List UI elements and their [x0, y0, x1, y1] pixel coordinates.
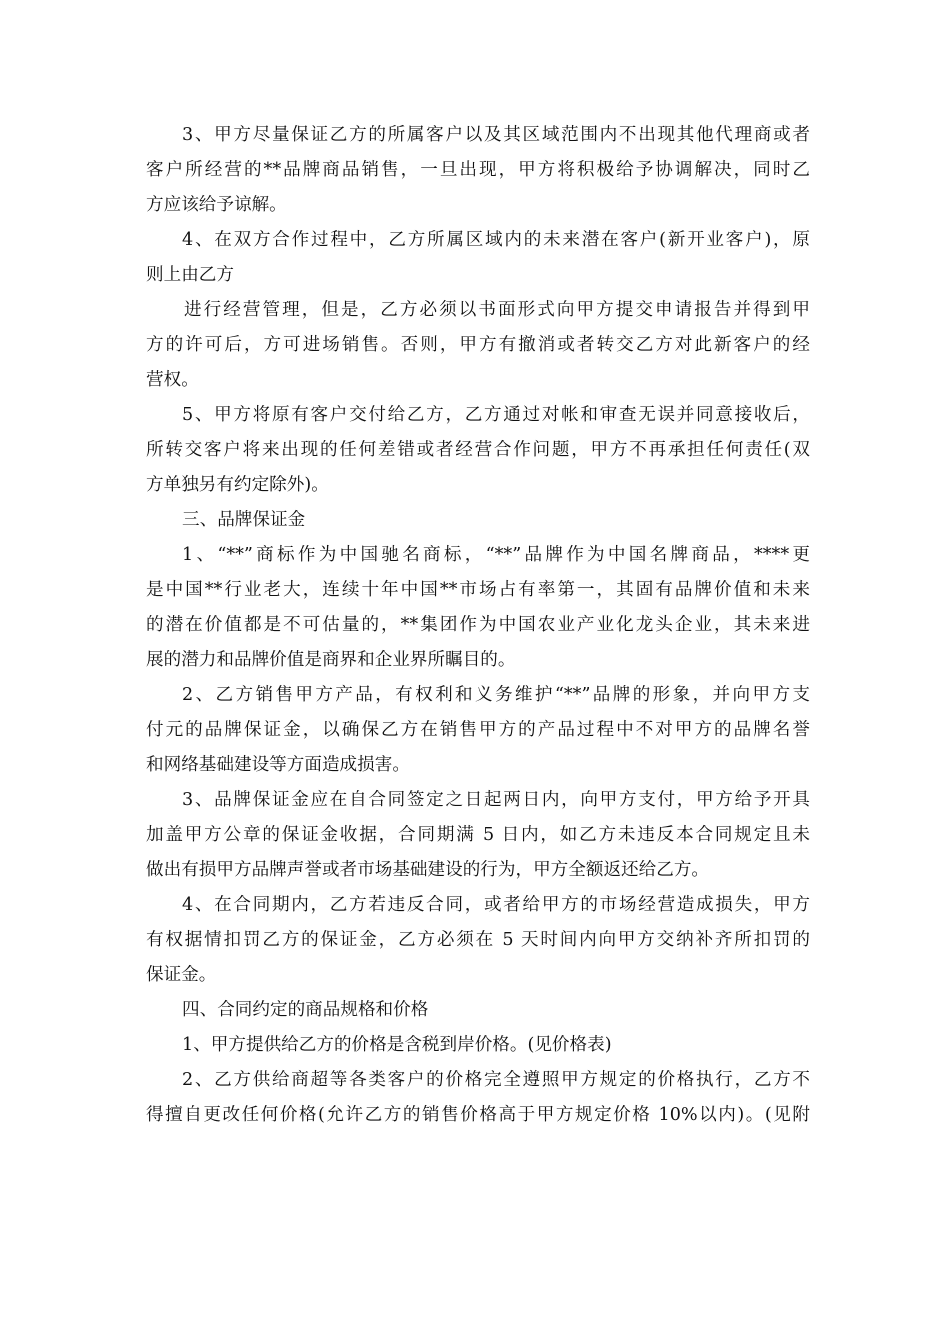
- paragraph-line: 1、“**”商标作为中国驰名商标，“**”品牌作为中国名牌商品，****更: [182, 545, 810, 565]
- paragraph-line: 有权据情扣罚乙方的保证金，乙方必须在 5 天时间内向甲方交纳补齐所扣罚的: [146, 930, 810, 950]
- paragraph-line: 3、品牌保证金应在自合同签定之日起两日内，向甲方支付，甲方给予开具: [182, 790, 810, 810]
- paragraph-line: 进行经营管理，但是，乙方必须以书面形式向甲方提交申请报告并得到甲: [184, 300, 810, 320]
- paragraph-line: 营权。: [146, 370, 199, 390]
- paragraph-line: 得擅自更改任何价格(允许乙方的销售价格高于甲方规定价格 10%以内)。(见附: [146, 1105, 810, 1125]
- paragraph-line: 展的潜力和品牌价值是商界和企业界所瞩目的。: [146, 650, 516, 670]
- paragraph-line: 则上由乙方: [146, 265, 234, 285]
- section-heading: 三、品牌保证金: [182, 510, 306, 530]
- paragraph-line: 1、甲方提供给乙方的价格是含税到岸价格。(见价格表): [182, 1035, 612, 1055]
- paragraph-line: 所转交客户将来出现的任何差错或者经营合作问题，甲方不再承担任何责任(双: [146, 440, 810, 460]
- paragraph-line: 做出有损甲方品牌声誉或者市场基础建设的行为，甲方全额返还给乙方。: [146, 860, 710, 880]
- paragraph-line: 保证金。: [146, 965, 217, 985]
- paragraph-line: 方应该给予谅解。: [146, 195, 287, 215]
- paragraph-line: 加盖甲方公章的保证金收据，合同期满 5 日内，如乙方未违反本合同规定且未: [146, 825, 810, 845]
- paragraph-line: 2、乙方供给商超等各类客户的价格完全遵照甲方规定的价格执行，乙方不: [182, 1070, 810, 1090]
- paragraph-line: 方单独另有约定除外)。: [146, 475, 329, 495]
- paragraph-line: 的潜在价值都是不可估量的，**集团作为中国农业产业化龙头企业，其未来进: [146, 615, 810, 635]
- paragraph-line: 客户所经营的**品牌商品销售，一旦出现，甲方将积极给予协调解决，同时乙: [146, 160, 810, 180]
- paragraph-line: 付元的品牌保证金，以确保乙方在销售甲方的产品过程中不对甲方的品牌名誉: [146, 720, 810, 740]
- paragraph-line: 是中国**行业老大，连续十年中国**市场占有率第一，其固有品牌价值和未来: [146, 580, 810, 600]
- paragraph-line: 4、在双方合作过程中，乙方所属区域内的未来潜在客户(新开业客户)，原: [182, 230, 810, 250]
- paragraph-line: 4、在合同期内，乙方若违反合同，或者给甲方的市场经营造成损失，甲方: [182, 895, 810, 915]
- section-heading: 四、合同约定的商品规格和价格: [182, 1000, 429, 1020]
- paragraph-line: 5、甲方将原有客户交付给乙方，乙方通过对帐和审查无误并同意接收后，: [182, 405, 810, 425]
- paragraph-line: 2、乙方销售甲方产品，有权利和义务维护“**”品牌的形象，并向甲方支: [182, 685, 810, 705]
- paragraph-line: 3、甲方尽量保证乙方的所属客户以及其区域范围内不出现其他代理商或者: [182, 125, 810, 145]
- paragraph-line: 方的许可后，方可进场销售。否则，甲方有撤消或者转交乙方对此新客户的经: [146, 335, 810, 355]
- paragraph-line: 和网络基础建设等方面造成损害。: [146, 755, 410, 775]
